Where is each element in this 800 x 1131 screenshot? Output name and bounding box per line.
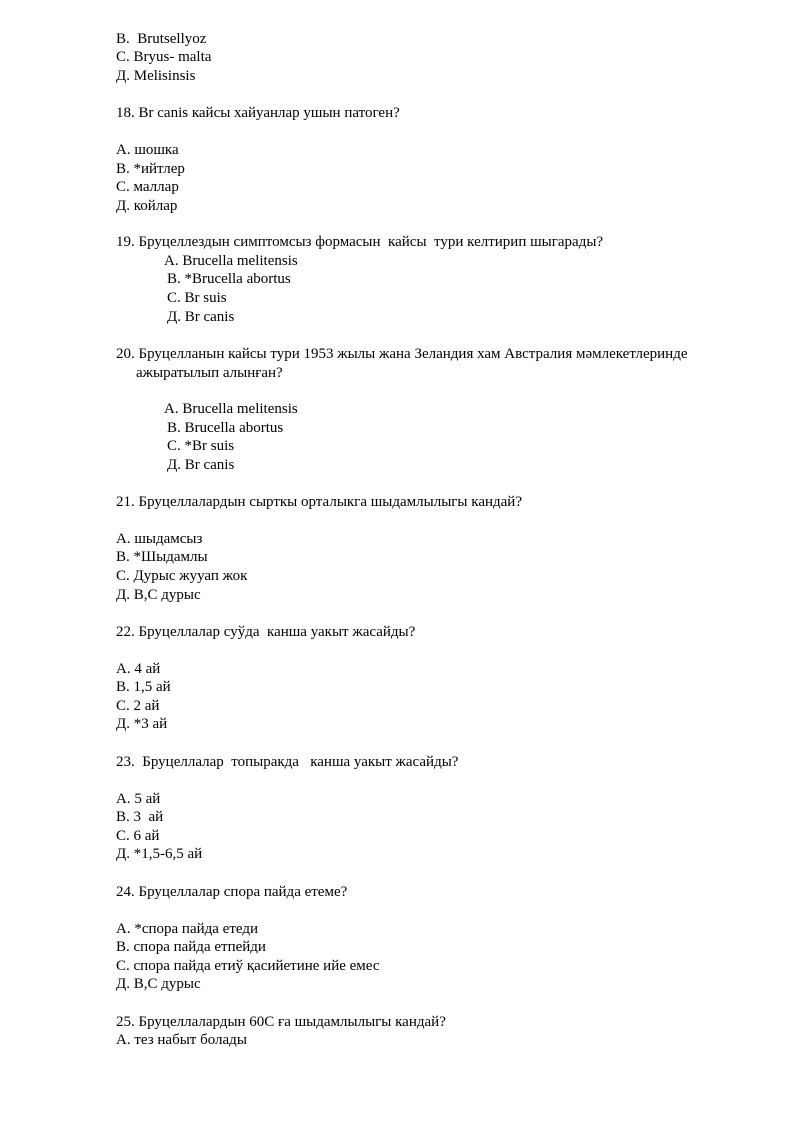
question-23: 23. Бруцеллалар топыракда канша уакыт жасайды? [116, 754, 459, 770]
q19-option-b: B. *Brucella abortus [167, 271, 291, 287]
q23-option-a: A. 5 ай [116, 791, 161, 807]
q21-option-a: A. шыдамсыз [116, 531, 203, 547]
q18-option-a: A. шошка [116, 142, 179, 158]
q20-option-c: C. *Br suis [167, 438, 235, 454]
q22-option-d: Д. *3 ай [116, 716, 168, 732]
q21-option-b: B. *Шыдамлы [116, 549, 208, 565]
option-d-text: Д. Melisinsis [116, 68, 196, 84]
q25-option-a: A. тез набыт болады [116, 1032, 247, 1048]
question-22: 22. Бруцеллалар суўда канша уакыт жасайды? [116, 624, 416, 640]
q20-option-d: Д. Br canis [167, 457, 235, 473]
question-24: 24. Бруцеллалар спора пайда етеме? [116, 884, 348, 900]
q23-option-b: B. 3 ай [116, 809, 164, 825]
q22-option-c: C. 2 ай [116, 698, 160, 714]
q18-option-d: Д. койлар [116, 198, 178, 214]
option-c-text: C. Bryus- malta [116, 49, 212, 65]
question-25: 25. Бруцеллалардын 60С ға шыдамлылыгы кандай? [116, 1014, 446, 1030]
question-20-continued: ажыратылып алынған? [136, 365, 283, 381]
question-21: 21. Бруцеллалардын сырткы орталыкга шыдамлылыгы кандай? [116, 494, 522, 510]
option-b-text: B. Brutsellyoz [116, 31, 207, 47]
q18-option-b: B. *ийтлер [116, 161, 185, 177]
q24-option-a: A. *спора пайда етеди [116, 921, 259, 937]
q20-option-b: B. Brucella abortus [167, 420, 284, 436]
q23-option-d: Д. *1,5-6,5 ай [116, 846, 203, 862]
q19-option-a: A. Brucella melitensis [164, 253, 298, 269]
q19-option-d: Д. Br canis [167, 309, 235, 325]
q20-option-a: A. Brucella melitensis [164, 401, 298, 417]
q24-option-b: B. спора пайда етпейди [116, 939, 266, 955]
q19-option-c: C. Br suis [167, 290, 227, 306]
q24-option-c: C. спора пайда етиў қасийетине ийе емес [116, 958, 380, 974]
q21-option-c: C. Дурыс жууап жок [116, 568, 248, 584]
q22-option-b: B. 1,5 ай [116, 679, 171, 695]
question-19: 19. Бруцеллездын симптомсыз формасын кайсы тури келтирип шыгарады? [116, 234, 604, 250]
q23-option-c: C. 6 ай [116, 828, 160, 844]
question-18: 18. Br canis кайсы хайуанлар ушын патоген? [116, 105, 400, 121]
q21-option-d: Д. В,С дурыс [116, 587, 201, 603]
q24-option-d: Д. В,С дурыс [116, 976, 201, 992]
q22-option-a: A. 4 ай [116, 661, 161, 677]
q18-option-c: C. маллар [116, 179, 179, 195]
question-20: 20. Бруцелланын кайсы тури 1953 жылы жана Зеландия хам Австралия мәмлекетлеринде [116, 346, 688, 362]
